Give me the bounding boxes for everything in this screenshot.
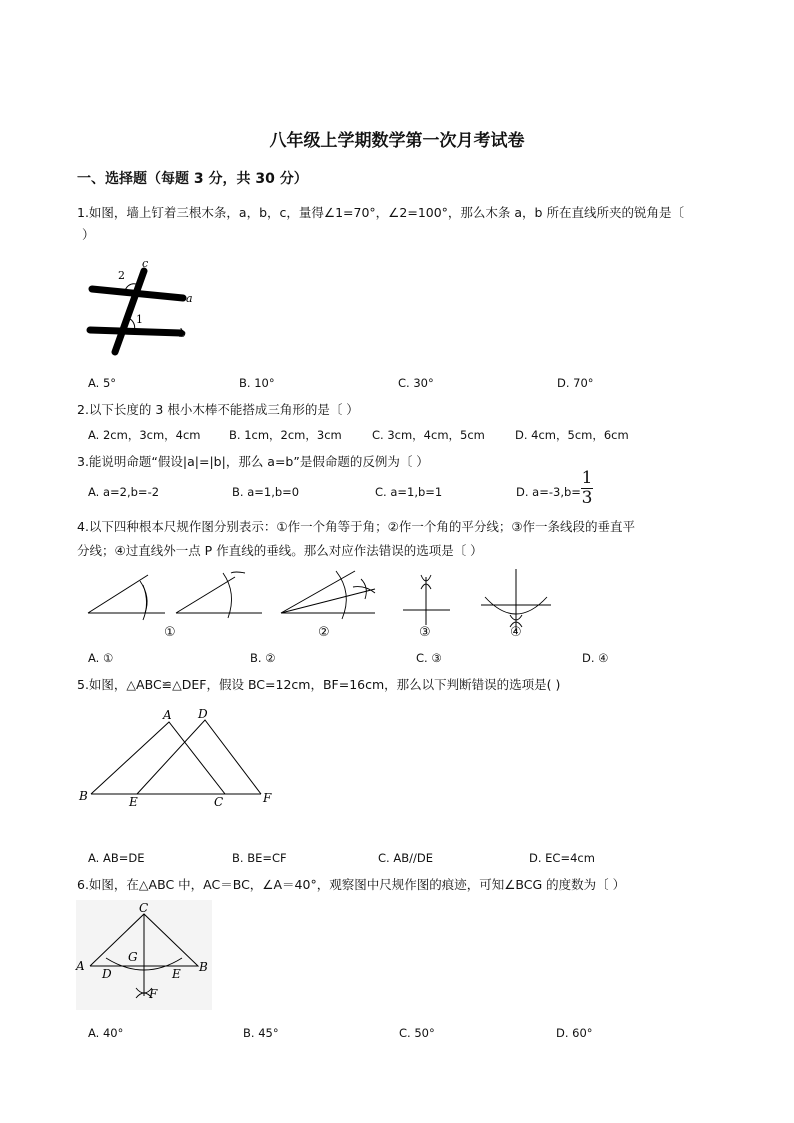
label-F: F (263, 791, 272, 805)
q2-option-c[interactable]: C. 3cm，4cm，5cm (372, 428, 485, 442)
question-4-text: 4.以下四种根本尺规作图分别表示：①作一个角等于角；②作一个角的平分线；③作一条线段的垂直平 (77, 519, 636, 534)
q4-option-c[interactable]: C. ③ (416, 651, 442, 665)
question-4-text-cont: 分线；④过直线外一点 P 作直线的垂线。那么对应作法错误的选项是〔 ） (77, 543, 483, 558)
page-title: 八年级上学期数学第一次月考试卷 (269, 131, 525, 151)
label-c: c (142, 257, 149, 270)
q6-option-c[interactable]: C. 50° (399, 1026, 435, 1040)
question-5-figure (75, 702, 285, 812)
q4-fig-label-2: ② (318, 625, 330, 640)
question-5-text: 5.如图，△ABC≌△DEF，假设 BC=12cm，BF=16cm，那么以下判断错误的选项是( ) (77, 677, 561, 692)
label-E: E (129, 795, 138, 809)
label-B: B (79, 789, 88, 803)
q5-option-a[interactable]: A. AB=DE (88, 851, 145, 865)
q4-fig-label-3: ③ (419, 625, 431, 640)
label-b: b (179, 327, 187, 340)
q3-option-c[interactable]: C. a=1,b=1 (375, 485, 443, 499)
q2-option-d[interactable]: D. 4cm，5cm，6cm (515, 428, 629, 442)
label-D: D (102, 967, 112, 981)
q4-fig-label-4: ④ (510, 625, 522, 640)
q3-option-b[interactable]: B. a=1,b=0 (232, 485, 300, 499)
label-G: G (128, 950, 138, 964)
question-1-figure (78, 255, 208, 365)
q4-option-a[interactable]: A. ① (88, 651, 114, 665)
fraction-denominator: 3 (581, 488, 593, 508)
q1-option-d[interactable]: D. 70° (557, 376, 594, 390)
label-B: B (199, 960, 208, 974)
label-A: A (163, 708, 172, 722)
q1-option-a[interactable]: A. 5° (88, 376, 117, 390)
q4-option-b[interactable]: B. ② (250, 651, 276, 665)
q3-option-d-fraction (581, 470, 593, 507)
q2-option-b[interactable]: B. 1cm，2cm，3cm (229, 428, 342, 442)
q5-option-d[interactable]: D. EC=4cm (529, 851, 595, 865)
label-E: E (172, 967, 181, 981)
triangle-abc (91, 722, 225, 794)
question-3-text: 3.能说明命题“假设|a|=|b|，那么 a=b”是假命题的反例为〔 ） (77, 454, 429, 469)
label-D: D (198, 707, 208, 721)
question-1-text: 1.如图，墙上钉着三根木条，a，b，c，量得∠1=70°，∠2=100°，那么木条 a，b 所在直线所夹的锐角是〔 (77, 205, 684, 220)
q3-option-d[interactable]: D. a=-3,b= (516, 485, 581, 499)
fraction-numerator: 1 (581, 468, 593, 488)
question-2-text: 2.以下长度的 3 根小木棒不能搭成三角形的是〔 ） (77, 402, 359, 417)
triangle-def (137, 720, 261, 794)
q1-option-c[interactable]: C. 30° (398, 376, 434, 390)
q1-option-b[interactable]: B. 10° (239, 376, 275, 390)
label-1: 1 (136, 313, 143, 326)
q4-option-d[interactable]: D. ④ (582, 651, 609, 665)
label-2: 2 (118, 269, 125, 282)
q5-option-b[interactable]: B. BE=CF (232, 851, 287, 865)
label-F: F (149, 987, 158, 1001)
label-a: a (186, 292, 193, 305)
label-C: C (139, 901, 149, 915)
question-1-text-cont: ） (82, 227, 95, 242)
q4-fig-label-1: ① (164, 625, 176, 640)
stick-b (90, 330, 181, 333)
stick-c (115, 271, 144, 352)
section-heading: 一、选择题（每题 3 分，共 30 分） (77, 171, 308, 187)
q2-option-a[interactable]: A. 2cm，3cm，4cm (88, 428, 201, 442)
label-C: C (214, 795, 224, 809)
q6-option-a[interactable]: A. 40° (88, 1026, 124, 1040)
q3-option-a[interactable]: A. a=2,b=-2 (88, 485, 160, 499)
q6-option-d[interactable]: D. 60° (556, 1026, 593, 1040)
label-A: A (76, 959, 85, 973)
q6-option-b[interactable]: B. 45° (243, 1026, 279, 1040)
question-6-figure (76, 900, 212, 1010)
q5-option-c[interactable]: C. AB//DE (378, 851, 433, 865)
question-6-text: 6.如图，在△ABC 中，AC＝BC，∠A＝40°，观察图中尺规作图的痕迹，可知∠BCG 的度数为〔 ） (77, 877, 626, 892)
